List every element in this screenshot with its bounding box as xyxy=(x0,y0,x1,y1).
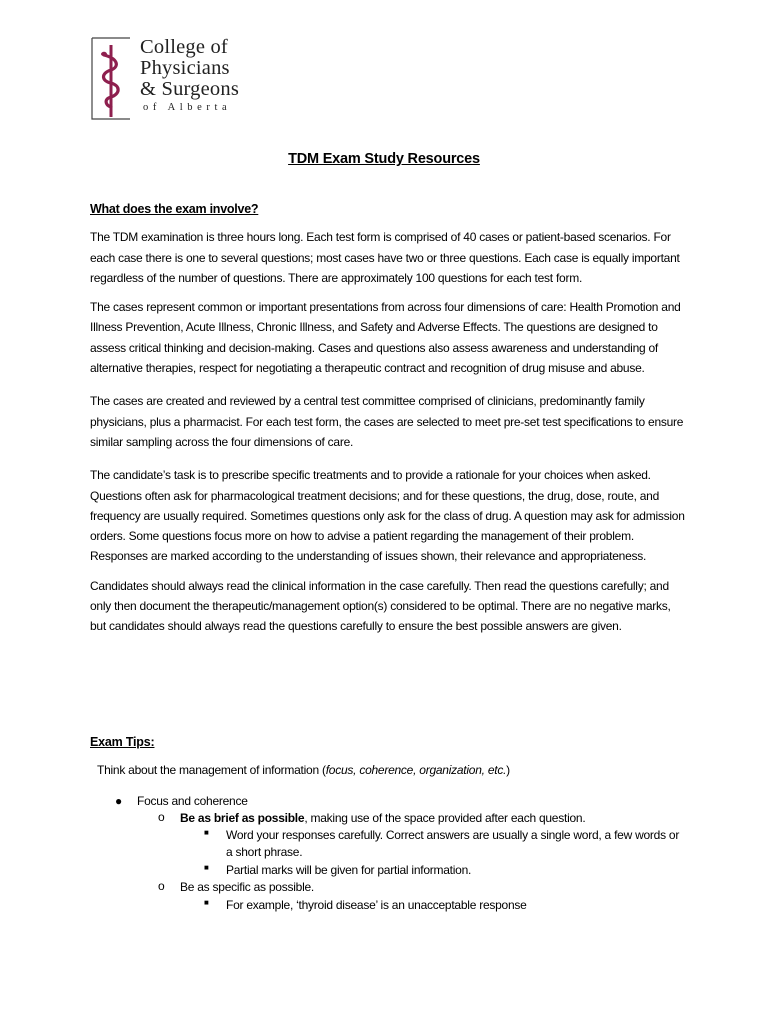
list-item-brief xyxy=(180,810,585,827)
paragraph-exam-format: The TDM examination is three hours long. Each test form is comprised of 40 cases or patient-based scenarios. For each case there is one to several questions; most cases have two or three questions. Each case is equally important regardless of the number of questions. There are approximately 100 questions for each test form. xyxy=(90,230,680,285)
bullet-square-icon: ■ xyxy=(204,828,209,837)
tips-intro-close: ) xyxy=(506,763,510,777)
organization-logo xyxy=(91,37,271,123)
bullet-circle-icon: o xyxy=(158,810,165,824)
list-item-word-responses: Word your responses carefully. Correct answers are usually a single word, a few words or a short phrase. xyxy=(226,828,680,859)
brief-rest: , making use of the space provided after each question. xyxy=(304,811,586,825)
caduceus-icon xyxy=(91,37,131,120)
bullet-circle-icon: o xyxy=(158,879,165,893)
list-item-focus: Focus and coherence xyxy=(137,794,248,808)
logo-line-4: of Alberta xyxy=(143,102,232,113)
logo-line-3: & Surgeons xyxy=(140,78,240,100)
logo-line-2: Physicians xyxy=(140,57,230,79)
section-heading-exam: What does the exam involve? xyxy=(90,202,259,216)
list-item-specific: Be as specific as possible. xyxy=(180,880,314,894)
tips-intro xyxy=(97,763,510,777)
bullet-square-icon: ■ xyxy=(204,863,209,872)
paragraph-candidate-task: The candidate’s task is to prescribe specific treatments and to provide a rationale for your choices when asked. Questions often ask for pharmacological treatment decisions; and for these questions, the drug, dose, route, and frequency are usually required. Sometimes questions only ask for the class of drug. A question may ask for admission orders. Some questions focus more on how to advise a patient regarding the management of their problem. Responses are marked according to the understanding of issues shown, their relevance and appropriateness. xyxy=(90,468,685,564)
tips-intro-italic: focus, coherence, organization, etc. xyxy=(325,763,507,777)
brief-bold: Be as brief as possible xyxy=(180,811,305,825)
logo-wordmark xyxy=(140,37,239,113)
document-title: TDM Exam Study Resources xyxy=(288,151,480,167)
paragraph-committee: The cases are created and reviewed by a central test committee comprised of clinicians, predominantly family physicians, plus a pharmacist. For each test form, the cases are selected to meet pre-set test specifications to ensure similar sampling across the four dimensions of care. xyxy=(90,394,684,449)
logo-line-1: College of xyxy=(140,36,228,58)
paragraph-read-carefully: Candidates should always read the clinical information in the case carefully. Then read the questions carefully; and only then document the therapeutic/management option(s) considered to be optimal. There are no negative marks, but candidates should always read the questions carefully to ensure the best possible answers are given. xyxy=(90,578,671,634)
paragraph-dimensions: The cases represent common or important presentations from across four dimensions of care: Health Promotion and Illness Prevention, Acute Illness, Chronic Illness, and Safety and Adverse Effects. The questions are designed to assess critical thinking and decision-making. Cases and questions also assess awareness and understanding of alternative therapies, respect for negotiating a therapeutic contract and recognition of drug misuse and abuse. xyxy=(90,300,681,376)
bullet-square-icon: ■ xyxy=(204,898,209,907)
section-heading-tips: Exam Tips: xyxy=(90,735,155,749)
tips-intro-text: Think about the management of information ( xyxy=(97,763,326,777)
document-body xyxy=(90,199,685,646)
list-item-partial-marks: Partial marks will be given for partial information. xyxy=(226,863,472,877)
bullet-disc-icon: ● xyxy=(115,794,122,808)
list-item-example: For example, ‘thyroid disease’ is an unacceptable response xyxy=(226,898,527,912)
